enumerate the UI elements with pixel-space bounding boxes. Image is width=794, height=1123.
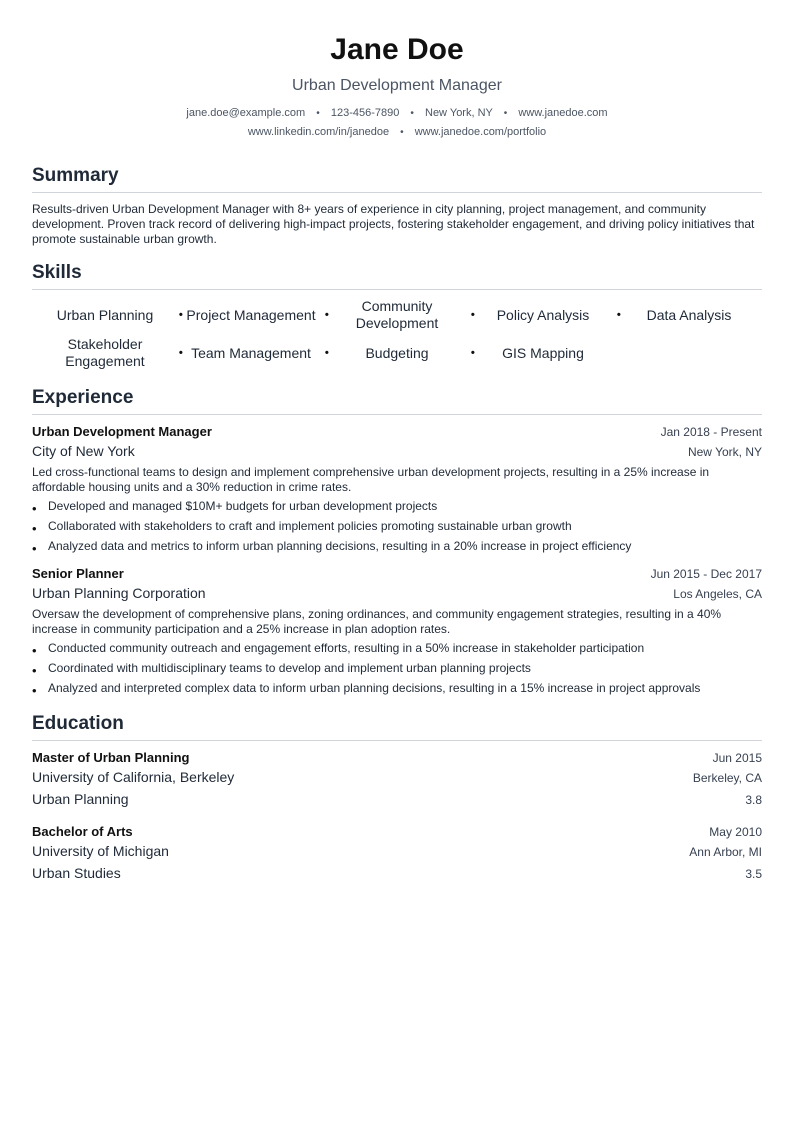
separator-dot: • bbox=[316, 108, 320, 119]
skill-item: GIS Mapping bbox=[502, 344, 584, 361]
company-name: City of New York bbox=[32, 443, 135, 459]
bullet-item: • Analyzed and interpreted complex data to inform urban planning decisions, resulting in a 15% increase in project approvals bbox=[32, 681, 762, 696]
education-section bbox=[32, 712, 762, 885]
skill-separator: • bbox=[324, 345, 329, 360]
skill-item: Urban Planning • bbox=[56, 306, 183, 323]
skill-separator: • bbox=[616, 307, 621, 322]
education-entry bbox=[32, 749, 762, 811]
gpa-value: 3.5 bbox=[745, 867, 762, 881]
gpa-value: 3.8 bbox=[745, 793, 762, 807]
experience-section bbox=[32, 386, 762, 696]
skill-separator: • bbox=[470, 307, 475, 322]
portfolio-link[interactable]: www.janedoe.com/portfolio bbox=[414, 126, 547, 138]
skill-item: Team Management • bbox=[191, 344, 329, 361]
skill-item: Community Development • bbox=[355, 298, 475, 331]
phone-number[interactable]: 123-456-7890 bbox=[330, 107, 400, 119]
bullet-item: • Coordinated with multidisciplinary teams to develop and implement urban planning projects bbox=[32, 661, 762, 676]
job-description: Led cross-functional teams to design and implement comprehensive urban development projects, resulting in a 25% increase in affordable housing units and a 30% reduction in crime rates. bbox=[32, 465, 710, 494]
bullet-item: • Developed and managed $10M+ budgets for urban development projects bbox=[32, 499, 762, 514]
school-location: Ann Arbor, MI bbox=[689, 845, 762, 859]
bullet-item: • Analyzed data and metrics to inform urban planning decisions, resulting in a 20% increase in project efficiency bbox=[32, 539, 762, 554]
bullet-item: • Conducted community outreach and engagement efforts, resulting in a 50% increase in stakeholder participation bbox=[32, 641, 762, 656]
resume-header bbox=[32, 0, 762, 142]
field-of-study: Urban Planning bbox=[32, 791, 129, 807]
school-name: University of California, Berkeley bbox=[32, 769, 235, 785]
job-bullets bbox=[32, 499, 762, 554]
degree-name: Bachelor of Arts bbox=[32, 824, 133, 839]
job-location: New York, NY bbox=[687, 445, 762, 459]
skill-item: Data Analysis bbox=[646, 306, 732, 323]
experience-entry bbox=[32, 565, 762, 696]
summary-section bbox=[32, 164, 762, 247]
skill-separator: • bbox=[178, 345, 183, 360]
education-entry bbox=[32, 823, 762, 885]
candidate-title: Urban Development Manager bbox=[292, 77, 502, 94]
education-heading: Education bbox=[32, 712, 762, 741]
field-of-study: Urban Studies bbox=[32, 865, 121, 881]
school-name: University of Michigan bbox=[32, 843, 169, 859]
location-text: New York, NY bbox=[425, 107, 493, 119]
skill-separator: • bbox=[178, 307, 183, 322]
summary-heading: Summary bbox=[32, 164, 762, 193]
skill-item: Budgeting • bbox=[365, 344, 475, 361]
job-dates: Jan 2018 - Present bbox=[660, 425, 762, 439]
skill-item: Project Management • bbox=[186, 306, 329, 323]
skills-grid bbox=[32, 298, 762, 370]
contact-line-1 bbox=[32, 104, 762, 123]
degree-date: Jun 2015 bbox=[712, 751, 762, 765]
school-location: Berkeley, CA bbox=[692, 771, 762, 785]
experience-heading: Experience bbox=[32, 386, 762, 415]
skills-section bbox=[32, 261, 762, 370]
candidate-name: Jane Doe bbox=[330, 33, 464, 66]
skill-item: Stakeholder Engagement • bbox=[65, 336, 183, 369]
degree-date: May 2010 bbox=[709, 825, 762, 839]
job-dates: Jun 2015 - Dec 2017 bbox=[650, 567, 762, 581]
skill-separator: • bbox=[324, 307, 329, 322]
job-title: Urban Development Manager bbox=[32, 424, 212, 439]
job-title: Senior Planner bbox=[32, 566, 124, 581]
separator-dot: • bbox=[503, 108, 508, 119]
email-link[interactable]: jane.doe@example.com bbox=[186, 107, 306, 119]
contact-line-2 bbox=[32, 123, 762, 142]
separator-dot: • bbox=[410, 108, 414, 119]
linkedin-link[interactable]: www.linkedin.com/in/janedoe bbox=[247, 126, 390, 138]
experience-entry bbox=[32, 423, 762, 554]
summary-text: Results-driven Urban Development Manager with 8+ years of experience in city planning, project management, and community development. Proven track record of delivering high-impact projects, fostering stakeholder engagement, and driving policy initiatives that promote sustainable urban growth. bbox=[32, 202, 755, 246]
skill-separator: • bbox=[470, 345, 475, 360]
separator-dot: • bbox=[400, 127, 404, 138]
website-link[interactable]: www.janedoe.com bbox=[518, 107, 608, 119]
degree-name: Master of Urban Planning bbox=[32, 750, 190, 765]
skills-heading: Skills bbox=[32, 261, 762, 290]
bullet-item: • Collaborated with stakeholders to craft and implement policies promoting sustainable urban growth bbox=[32, 519, 762, 534]
job-location: Los Angeles, CA bbox=[673, 587, 762, 601]
skill-item: Policy Analysis • bbox=[496, 306, 621, 323]
job-description: Oversaw the development of comprehensive plans, zoning ordinances, and community engagement strategies, resulting in a 40% increase in community participation and a 25% increase in plan adoption rates. bbox=[32, 607, 722, 636]
job-bullets bbox=[32, 641, 762, 696]
company-name: Urban Planning Corporation bbox=[32, 585, 206, 601]
